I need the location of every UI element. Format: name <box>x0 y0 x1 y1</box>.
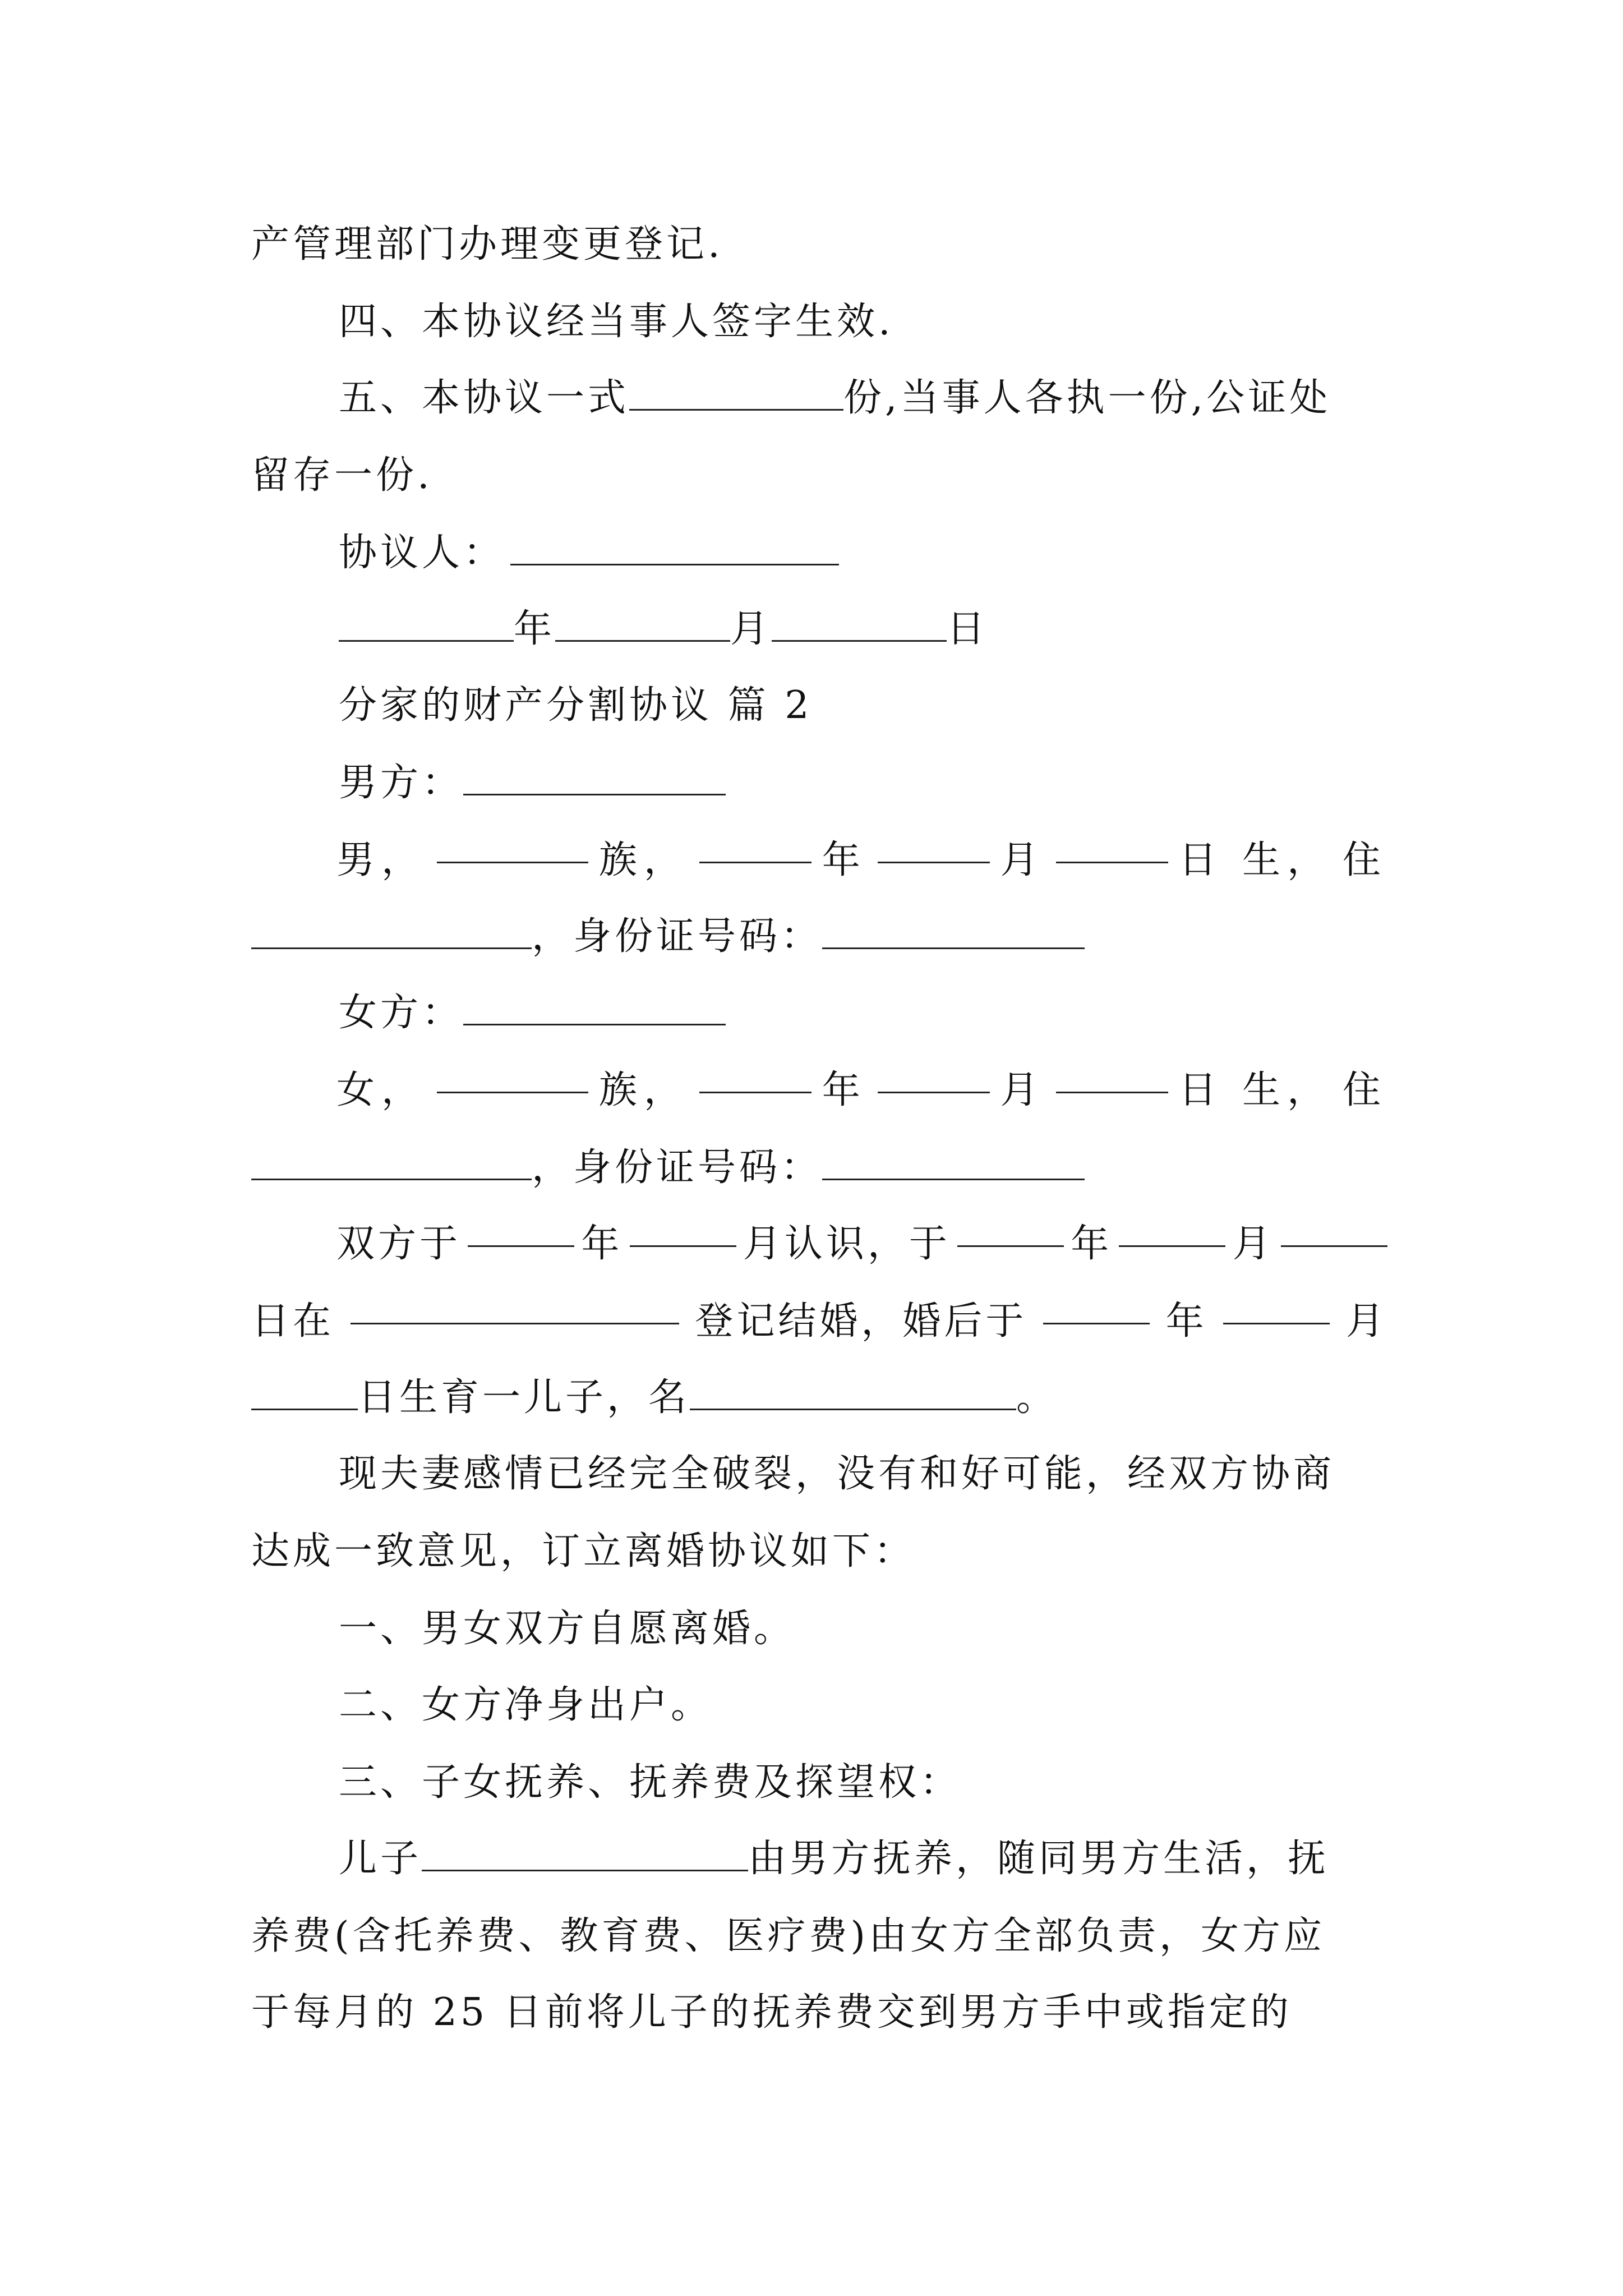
text-fragment: 住 <box>1342 838 1387 882</box>
text-line <box>0 903 1623 970</box>
fill-blank[interactable] <box>699 827 811 863</box>
text-fragment: 月 <box>730 607 772 651</box>
text-fragment: ，身份证号码： <box>532 914 823 959</box>
fill-blank[interactable] <box>772 605 947 642</box>
text-fragment: 年 <box>1071 1222 1113 1266</box>
fill-blank[interactable] <box>878 1057 990 1093</box>
fill-blank[interactable] <box>463 759 726 795</box>
text-fragment: 女方： <box>339 991 464 1035</box>
text-fragment: 协议人： <box>339 531 505 575</box>
text-fragment: 日 <box>947 607 989 651</box>
text-line <box>0 365 1623 432</box>
text-fragment: 。 <box>1016 1375 1058 1420</box>
text-line <box>0 1134 1623 1202</box>
fill-blank[interactable] <box>351 1288 679 1324</box>
text-line <box>0 1825 1623 1893</box>
fill-blank[interactable] <box>437 827 588 863</box>
text-fragment: 日 生， <box>1178 1068 1332 1112</box>
text-line: 产管理部门办理变更登记. <box>251 222 723 266</box>
fill-blank[interactable] <box>339 605 514 642</box>
fill-blank[interactable] <box>555 605 730 642</box>
text-line: 达成一致意见，订立离婚协议如下： <box>251 1529 916 1573</box>
fill-blank[interactable] <box>510 529 839 565</box>
text-line <box>0 1211 1387 1278</box>
text-line <box>0 749 1623 817</box>
text-fragment: 月认识，于 <box>743 1222 951 1266</box>
fill-blank[interactable] <box>690 1374 1016 1410</box>
text-fragment: 登记结婚，婚后于 <box>695 1299 1027 1343</box>
text-fragment: ，身份证号码： <box>532 1145 823 1190</box>
fill-blank[interactable] <box>629 374 843 411</box>
section-heading: 分家的财产分割协议 篇 2 <box>339 683 813 728</box>
text-line <box>0 1288 1387 1355</box>
text-fragment: 年 <box>822 838 867 882</box>
text-fragment: 月 <box>1232 1222 1274 1266</box>
text-fragment: 住 <box>1342 1068 1387 1112</box>
text-fragment: 双方于 <box>336 1222 462 1266</box>
fill-blank[interactable] <box>1056 827 1168 863</box>
text-line: 现夫妻感情已经完全破裂，没有和好可能，经双方协商 <box>339 1452 1335 1496</box>
text-fragment: 月 <box>1000 1068 1045 1112</box>
text-line <box>0 1057 1387 1124</box>
text-fragment: 族， <box>598 838 689 882</box>
text-fragment: 儿子 <box>339 1837 422 1881</box>
text-fragment: 月 <box>1345 1299 1387 1343</box>
fill-blank[interactable] <box>1056 1057 1168 1093</box>
fill-blank[interactable] <box>699 1057 811 1093</box>
text-line <box>0 979 1623 1047</box>
fill-blank[interactable] <box>422 1835 748 1871</box>
text-fragment: 日生育一儿子，名 <box>358 1375 690 1420</box>
text-fragment: 族， <box>598 1068 689 1112</box>
text-line: 养费(含托养费、教育费、医疗费)由女方全部负责，女方应 <box>251 1914 1326 1958</box>
fill-blank[interactable] <box>463 989 726 1025</box>
fill-blank[interactable] <box>630 1211 736 1247</box>
fill-blank[interactable] <box>822 913 1085 949</box>
text-fragment: 年 <box>514 607 556 651</box>
text-fragment: 由男方抚养，随同男方生活，抚 <box>748 1837 1330 1881</box>
text-fragment: 年 <box>581 1222 623 1266</box>
fill-blank[interactable] <box>878 827 990 863</box>
text-line <box>0 827 1387 894</box>
text-line: 留存一份. <box>251 453 433 498</box>
text-fragment: 男， <box>336 838 427 882</box>
signatory-line <box>0 519 1623 587</box>
fill-blank[interactable] <box>822 1144 1085 1180</box>
text-line: 一、男女双方自愿离婚。 <box>339 1607 796 1651</box>
text-fragment: 日 生， <box>1178 838 1332 882</box>
text-line <box>0 1364 1623 1432</box>
text-line: 二、女方净身出户。 <box>339 1683 713 1727</box>
text-line: 三、子女抚养、抚养费及探望权： <box>339 1760 962 1805</box>
fill-blank[interactable] <box>437 1057 588 1093</box>
fill-blank[interactable] <box>251 1374 358 1410</box>
fill-blank[interactable] <box>1223 1288 1330 1324</box>
text-fragment: 年 <box>1165 1299 1207 1343</box>
text-fragment: 年 <box>822 1068 867 1112</box>
date-line <box>0 596 1623 663</box>
fill-blank[interactable] <box>957 1211 1064 1247</box>
text-line: 于每月的 25 日前将儿子的抚养费交到男方手中或指定的 <box>251 1990 1292 2035</box>
text-fragment: 日在 <box>251 1299 335 1343</box>
text-fragment: 份,当事人各执一份,公证处 <box>843 376 1331 420</box>
fill-blank[interactable] <box>251 1144 532 1180</box>
text-line: 四、本协议经当事人签字生效. <box>339 300 894 344</box>
fill-blank[interactable] <box>1043 1288 1150 1324</box>
fill-blank[interactable] <box>1119 1211 1225 1247</box>
text-fragment: 五、本协议一式 <box>339 376 630 420</box>
text-fragment: 男方： <box>339 761 464 805</box>
fill-blank[interactable] <box>251 913 532 949</box>
fill-blank[interactable] <box>468 1211 574 1247</box>
text-fragment: 月 <box>1000 838 1045 882</box>
fill-blank[interactable] <box>1281 1211 1387 1247</box>
text-fragment: 女， <box>336 1068 427 1112</box>
